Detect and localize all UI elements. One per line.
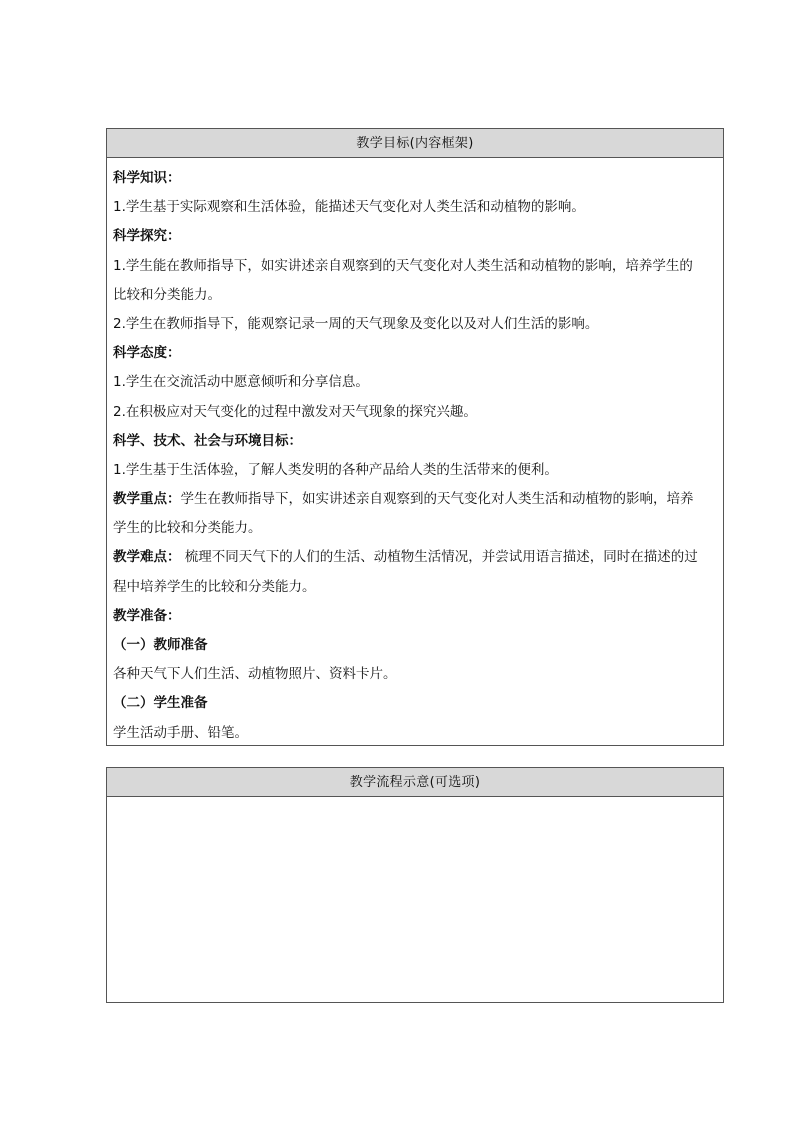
sci-attitude-item-2: 2.在积极应对天气变化的过程中激发对天气现象的探究兴趣。 bbox=[113, 403, 477, 420]
sci-inquiry-item-1-line-1: 1.学生能在教师指导下，如实讲述亲自观察到的天气变化对人类生活和动植物的影响，培养学生的 bbox=[113, 257, 693, 274]
sci-knowledge-item-1: 1.学生基于实际观察和生活体验，能描述天气变化对人类生活和动植物的影响。 bbox=[113, 199, 585, 216]
difficulty-line-1 bbox=[113, 543, 717, 572]
key-point-line-1 bbox=[113, 485, 717, 514]
sci-inquiry-title: 科学探究： bbox=[113, 228, 181, 245]
student-prep-text: 学生活动手册、铅笔。 bbox=[113, 724, 248, 741]
difficulty-label: 教学难点： bbox=[113, 549, 181, 566]
teacher-prep-title: （一）教师准备 bbox=[113, 637, 208, 653]
difficulty-text: 梳理不同天气下的人们的生活、动植物生活情况，并尝试用语言描述，同时在描述的过 bbox=[180, 549, 698, 566]
sci-attitude-item-1: 1.学生在交流活动中愿意倾听和分享信息。 bbox=[113, 374, 369, 391]
flow-table bbox=[106, 767, 724, 1003]
key-point-line-2: 学生的比较和分类能力。 bbox=[113, 520, 262, 537]
sci-inquiry-item-1-line-2: 比较和分类能力。 bbox=[113, 286, 221, 303]
flow-header: 教学流程示意(可选项) bbox=[107, 768, 723, 797]
stse-item-1: 1.学生基于生活体验，了解人类发明的各种产品给人类的生活带来的便利。 bbox=[113, 461, 558, 478]
sci-knowledge-title: 科学知识： bbox=[113, 170, 181, 186]
objectives-table bbox=[106, 128, 724, 746]
teacher-prep-text: 各种天气下人们生活、动植物照片、资料卡片。 bbox=[113, 666, 397, 683]
key-point-label: 教学重点： bbox=[113, 491, 181, 508]
prep-title: 教学准备： bbox=[113, 607, 181, 624]
objectives-content bbox=[107, 158, 723, 748]
key-point-text: 学生在教师指导下，如实讲述亲自观察到的天气变化对人类生活和动植物的影响，培养 bbox=[180, 491, 694, 508]
student-prep-title: （二）学生准备 bbox=[113, 695, 208, 712]
sci-inquiry-item-2: 2.学生在教师指导下，能观察记录一周的天气现象及变化以及对人们生活的影响。 bbox=[113, 315, 599, 332]
stse-title: 科学、技术、社会与环境目标： bbox=[113, 432, 302, 449]
difficulty-line-2: 程中培养学生的比较和分类能力。 bbox=[113, 578, 316, 595]
objectives-header: 教学目标(内容框架) bbox=[107, 129, 723, 158]
sci-attitude-title: 科学态度： bbox=[113, 345, 181, 362]
